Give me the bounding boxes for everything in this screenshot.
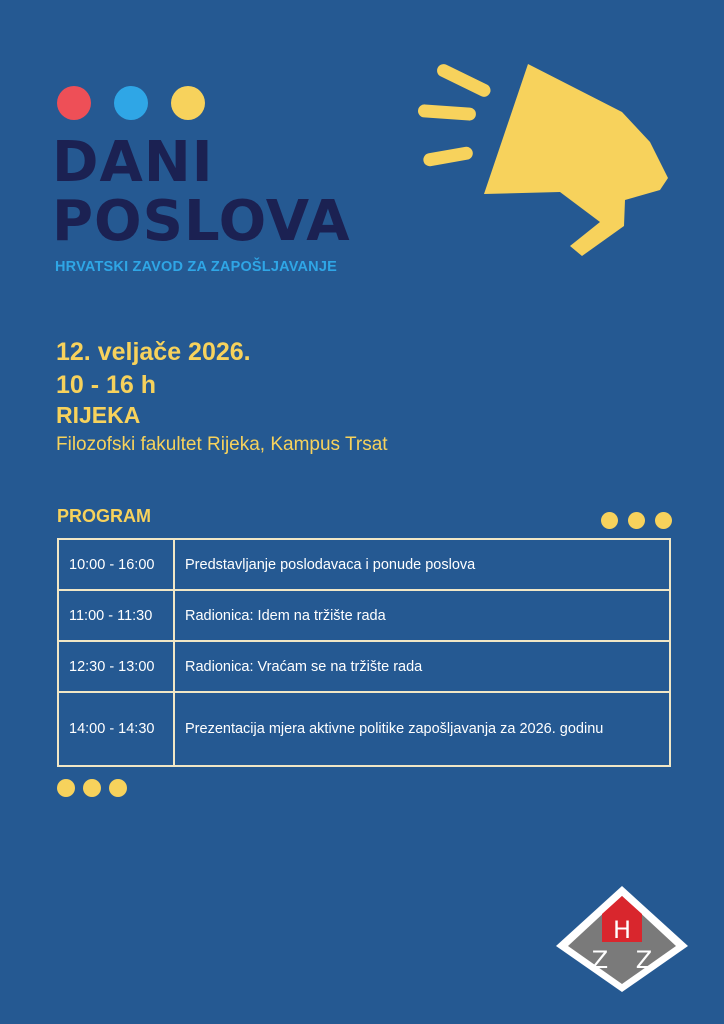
table-row	[58, 590, 670, 641]
program-description: Prezentacija mjera aktivne politike zapošljavanja za 2026. godinu	[174, 692, 670, 766]
blue-dot-icon	[114, 86, 148, 120]
yellow-dot-icon	[601, 512, 618, 529]
event-date: 12. veljače 2026.	[56, 338, 251, 366]
yellow-dot-icon	[83, 779, 101, 797]
logo-letter-h: H	[612, 916, 632, 944]
table-row	[58, 539, 670, 590]
program-time: 10:00 - 16:00	[58, 539, 174, 590]
program-time: 14:00 - 14:30	[58, 692, 174, 766]
program-time: 11:00 - 11:30	[58, 590, 174, 641]
program-time: 12:30 - 13:00	[58, 641, 174, 692]
title-line-1: DANI	[52, 130, 214, 195]
hzz-logo-icon	[552, 884, 692, 994]
event-city: RIJEKA	[56, 402, 141, 428]
red-dot-icon	[57, 86, 91, 120]
title-line-2: POSLOVA	[52, 189, 351, 254]
program-table	[57, 538, 671, 767]
yellow-dot-icon	[628, 512, 645, 529]
logo-letter-z: Z	[591, 946, 609, 974]
event-time: 10 - 16 h	[56, 371, 157, 399]
logo-letter-z: Z	[635, 946, 653, 974]
organization-name: HRVATSKI ZAVOD ZA ZAPOŠLJAVANJE	[55, 259, 337, 275]
yellow-dot-icon	[109, 779, 127, 797]
yellow-dot-icon	[655, 512, 672, 529]
yellow-dot-icon	[171, 86, 205, 120]
program-description: Radionica: Vraćam se na tržište rada	[174, 641, 670, 692]
event-venue: Filozofski fakultet Rijeka, Kampus Trsat	[56, 434, 388, 455]
program-heading: PROGRAM	[57, 506, 151, 526]
megaphone-icon	[410, 50, 680, 270]
program-description: Predstavljanje poslodavaca i ponude poslova	[174, 539, 670, 590]
program-description: Radionica: Idem na tržište rada	[174, 590, 670, 641]
yellow-dot-icon	[57, 779, 75, 797]
table-row	[58, 641, 670, 692]
table-row	[58, 692, 670, 766]
